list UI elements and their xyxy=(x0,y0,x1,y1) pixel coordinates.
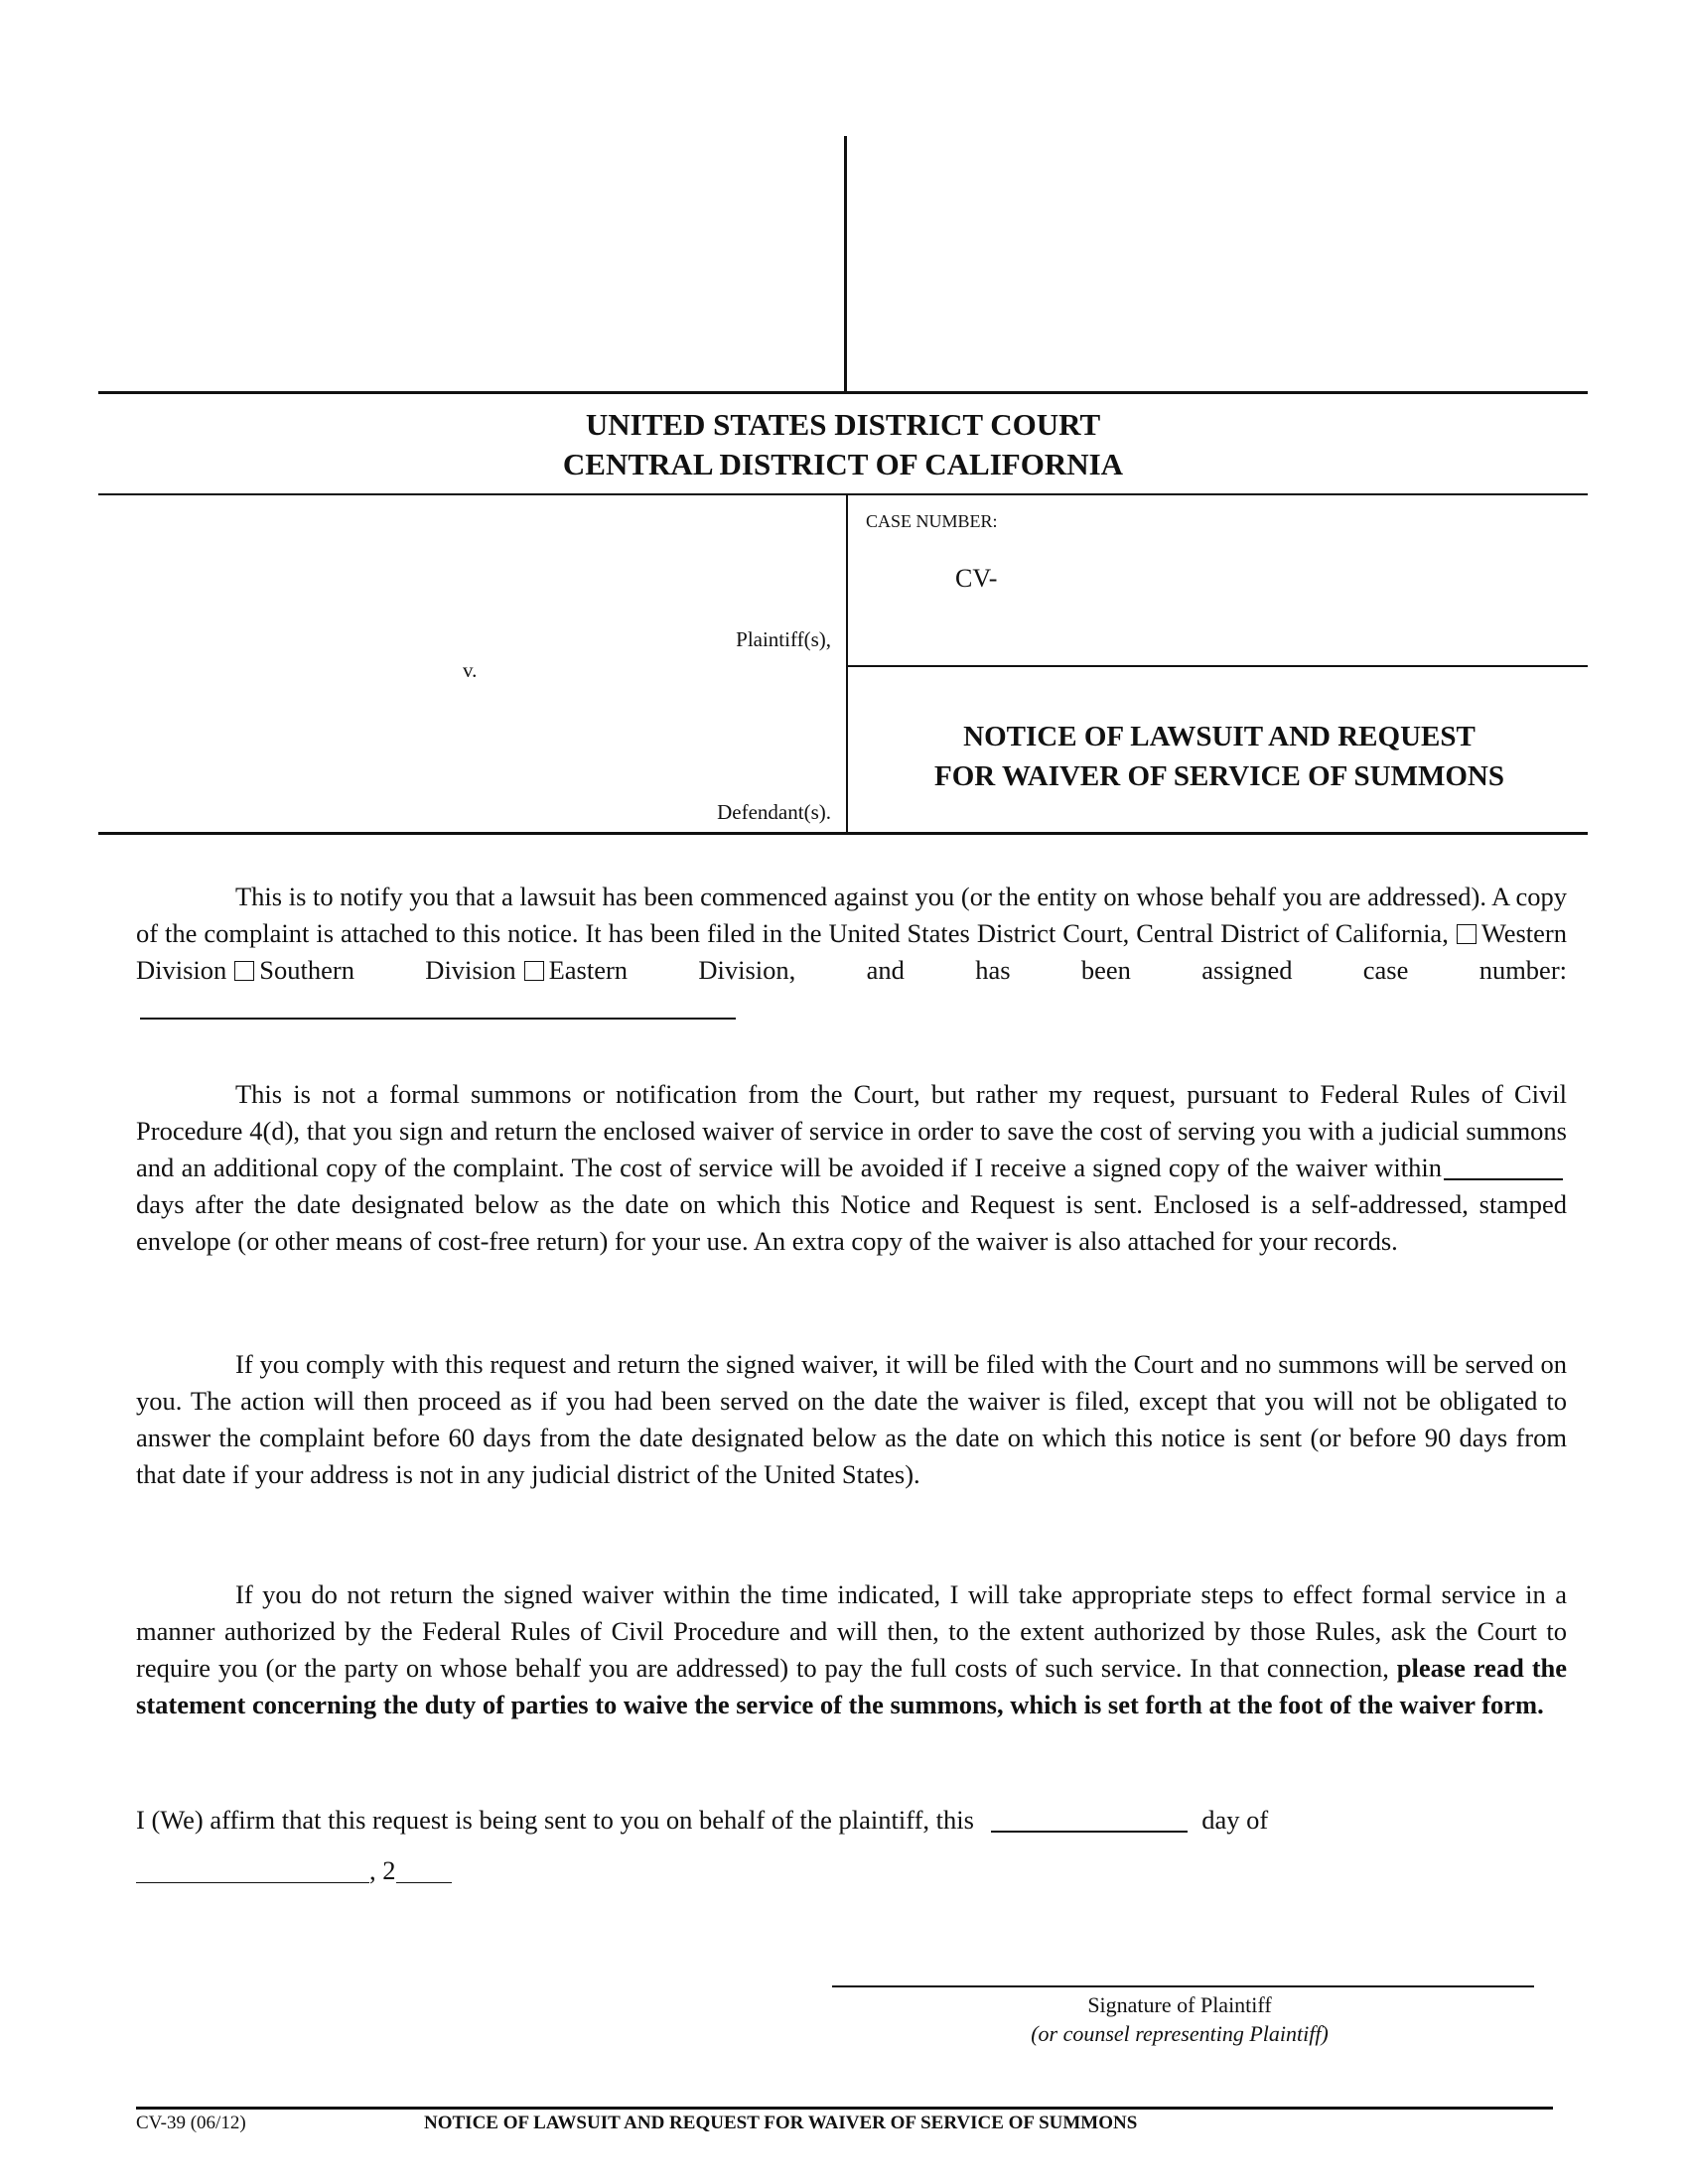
attorney-block-divider xyxy=(844,136,847,393)
case-number-bottom-rule xyxy=(846,665,1588,667)
southern-division-checkbox[interactable] xyxy=(234,961,254,981)
signature-line[interactable] xyxy=(832,1985,1534,1987)
affirm-text-b: day of xyxy=(1201,1805,1269,1835)
case-number-field[interactable] xyxy=(140,992,736,1020)
court-heading xyxy=(98,405,1588,484)
case-number-prefix: CV- xyxy=(955,564,998,593)
year-field[interactable] xyxy=(396,1856,452,1883)
notice-paragraph-1 xyxy=(136,879,1567,1025)
caption-top-rule xyxy=(98,493,1588,495)
document-title xyxy=(852,717,1587,796)
court-district: CENTRAL DISTRICT OF CALIFORNIA xyxy=(562,447,1124,481)
notice-paragraph-3 xyxy=(136,1346,1567,1493)
top-rule xyxy=(98,391,1588,394)
eastern-division-checkbox[interactable] xyxy=(524,961,544,981)
western-division-checkbox[interactable] xyxy=(1457,924,1477,944)
affirm-line xyxy=(136,1802,1268,1839)
caption-bottom-rule xyxy=(98,832,1588,835)
footer-form-title: NOTICE OF LAWSUIT AND REQUEST FOR WAIVER OF SERVICE OF SUMMONS xyxy=(424,2113,1138,2133)
caption-vertical-divider xyxy=(846,493,848,833)
document-title-line2: FOR WAIVER OF SERVICE OF SUMMONS xyxy=(934,760,1504,792)
day-field[interactable] xyxy=(991,1805,1188,1833)
document-title-line1: NOTICE OF LAWSUIT AND REQUEST xyxy=(963,721,1476,752)
southern-division-label: Southern Division xyxy=(259,955,516,985)
days-field[interactable] xyxy=(1444,1153,1563,1180)
footer-rule xyxy=(136,2107,1553,2110)
paragraph2-text-b: days after the date designated below as the date on which this Notice and Request is sent. Enclosed is a self-addressed, stamped envelope (or other means of cost-free return) for your use. An extra copy of the waiver is also attached for your records. xyxy=(136,1189,1567,1256)
paragraph4-text-a: If you do not return the signed waiver within the time indicated, I will take appropriate steps to effect formal service in a manner authorized by the Federal Rules of Civil Procedure and will then, to the extent authorized by those Rules, ask the Court to require you (or the party on whose behalf you are addressed) to pay the full costs of such service. In that connection, xyxy=(136,1579,1567,1683)
case-number-label: CASE NUMBER: xyxy=(866,511,998,531)
court-name: UNITED STATES DISTRICT COURT xyxy=(585,407,1101,442)
paragraph4-bold-text: please read the statement concerning the duty of parties to waive the service of the summons, which is set forth at the foot of the waiver form. xyxy=(136,1653,1568,1719)
month-field[interactable] xyxy=(136,1856,369,1883)
eastern-division-label: Eastern Division, xyxy=(548,955,796,985)
notice-paragraph-4 xyxy=(136,1576,1567,1723)
western-division-label: Western Division xyxy=(136,918,1567,985)
notice-paragraph-2 xyxy=(136,1076,1567,1260)
paragraph3-text: If you comply with this request and return the signed waiver, it will be filed with the Court and no summons will be served on you. The action will then proceed as if you had been served on the date the waiver is filed, except that you will not be obligated to answer the complaint before 60 days from the date designated below as the date on which this notice is sent (or before 90 days from that date if your address is not in any judicial district of the United States). xyxy=(136,1349,1567,1489)
versus-label: v. xyxy=(463,658,478,682)
footer-form-id: CV-39 (06/12) xyxy=(136,2113,246,2133)
defendant-label: Defendant(s). xyxy=(717,800,831,824)
paragraph1-text-a: This is to notify you that a lawsuit has been commenced against you (or the entity on whose behalf you are addressed). A copy of the complaint is attached to this notice. It has been filed in the United States District Court, Central District of California, xyxy=(136,882,1567,948)
affirm-text-a: I (We) affirm that this request is being sent to you on behalf of the plaintiff, this xyxy=(136,1805,974,1835)
signature-label: Signature of Plaintiff xyxy=(1087,1992,1272,2017)
date-line xyxy=(136,1852,452,1889)
plaintiff-label: Plaintiff(s), xyxy=(736,627,831,651)
signature-sublabel: (or counsel representing Plaintiff) xyxy=(1031,2021,1329,2046)
year-prefix: , 2 xyxy=(369,1855,396,1885)
paragraph2-text-a: This is not a formal summons or notification from the Court, but rather my request, pursuant to Federal Rules of Civil Procedure 4(d), that you sign and return the enclosed waiver of service in order to save the cost of serving you with a judicial summons and an additional copy of the complaint. The cost of service will be avoided if I receive a signed copy of the waiver within xyxy=(136,1079,1567,1182)
paragraph1-text-b: and has been assigned case number: xyxy=(866,955,1567,985)
